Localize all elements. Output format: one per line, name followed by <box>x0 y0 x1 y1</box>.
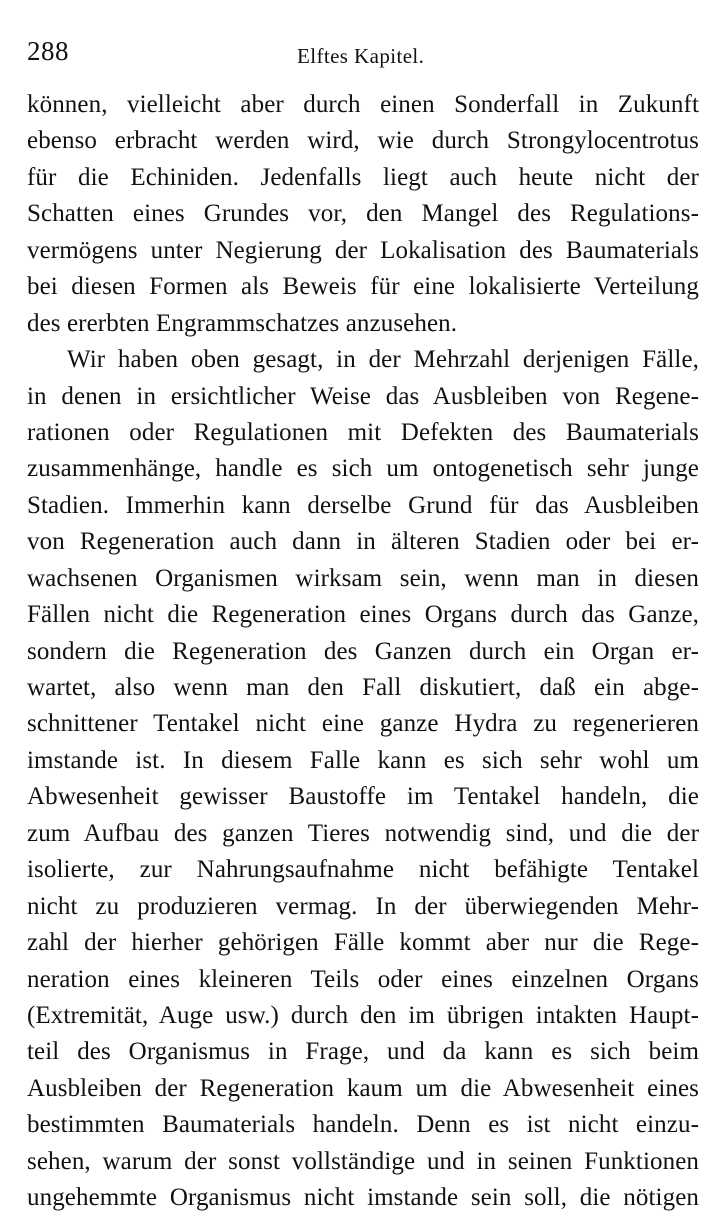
text-line: zum Aufbau des ganzen Tieres notwendig sind, und die der <box>27 819 699 847</box>
page-number: 288 <box>27 36 69 66</box>
text-line: in denen in ersichtlicher Weise das Ausbleiben von Regene- <box>27 382 699 410</box>
text-line: teil des Organismus in Frage, und da kann es sich beim <box>27 1038 699 1066</box>
text-line: schnittener Tentakel nicht eine ganze Hydra zu regenerieren <box>27 710 699 738</box>
text-line: neration eines kleineren Teils oder eines einzelnen Organs <box>27 965 699 993</box>
text-line: können, vielleicht aber durch einen Sonderfall in Zukunft <box>27 91 699 118</box>
text-line: Schatten eines Grundes vor, den Mangel des Regulations- <box>27 200 699 228</box>
text-line: rationen oder Regulationen mit Defekten des Baumaterials <box>27 418 699 446</box>
running-title: Elftes Kapitel. <box>297 44 425 68</box>
text-line: Fällen nicht die Regeneration eines Organs durch das Ganze, <box>27 601 699 629</box>
text-line: ungehemmte Organismus nicht imstande sein soll, die nötigen <box>27 1184 699 1212</box>
text-line: sehen, warum der sonst vollständige und in seinen Funktionen <box>27 1147 699 1175</box>
text-line: imstande ist. In diesem Falle kann es sich sehr wohl um <box>27 746 699 774</box>
text-line: Stadien. Immerhin kann derselbe Grund für das Ausbleiben <box>27 491 699 519</box>
text-line: für die Echiniden. Jedenfalls liegt auch heute nicht der <box>27 163 699 191</box>
text-line: bei diesen Formen als Beweis für eine lokalisierte Verteilung <box>27 273 699 301</box>
text-line: wartet, also wenn man den Fall diskutiert, daß ein abge- <box>27 674 699 701</box>
text-line: wachsenen Organismen wirksam sein, wenn man in diesen <box>27 564 699 592</box>
text-line: (Extremität, Auge usw.) durch den im übrigen intakten Haupt- <box>27 1001 699 1029</box>
text-line: bestimmten Baumaterials handeln. Denn es ist nicht einzu- <box>27 1111 699 1139</box>
body-text <box>27 87 699 1217</box>
text-line: ebenso erbracht werden wird, wie durch Strongylocentrotus <box>27 127 699 155</box>
text-line: zusammenhänge, handle es sich um ontogenetisch sehr junge <box>27 455 699 483</box>
text-line: nicht zu produzieren vermag. In der überwiegenden Mehr- <box>27 892 699 920</box>
text-line: vermögens unter Negierung der Lokalisation des Baumaterials <box>27 236 699 264</box>
text-line: Wir haben oben gesagt, in der Mehrzahl derjenigen Fälle, <box>67 346 699 374</box>
text-line: Abwesenheit gewisser Baustoffe im Tentakel handeln, die <box>27 783 699 811</box>
text-line: isolierte, zur Nahrungsaufnahme nicht befähigte Tentakel <box>27 856 699 884</box>
text-line: von Regeneration auch dann in älteren Stadien oder bei er- <box>27 528 699 556</box>
text-line: des ererbten Engrammschatzes anzusehen. <box>27 309 458 337</box>
page-header <box>27 36 687 76</box>
text-line: Ausbleiben der Regeneration kaum um die Abwesenheit eines <box>27 1074 699 1102</box>
text-line: sondern die Regeneration des Ganzen durch ein Organ er- <box>27 637 699 665</box>
text-line: zahl der hierher gehörigen Fälle kommt aber nur die Rege- <box>27 929 699 957</box>
